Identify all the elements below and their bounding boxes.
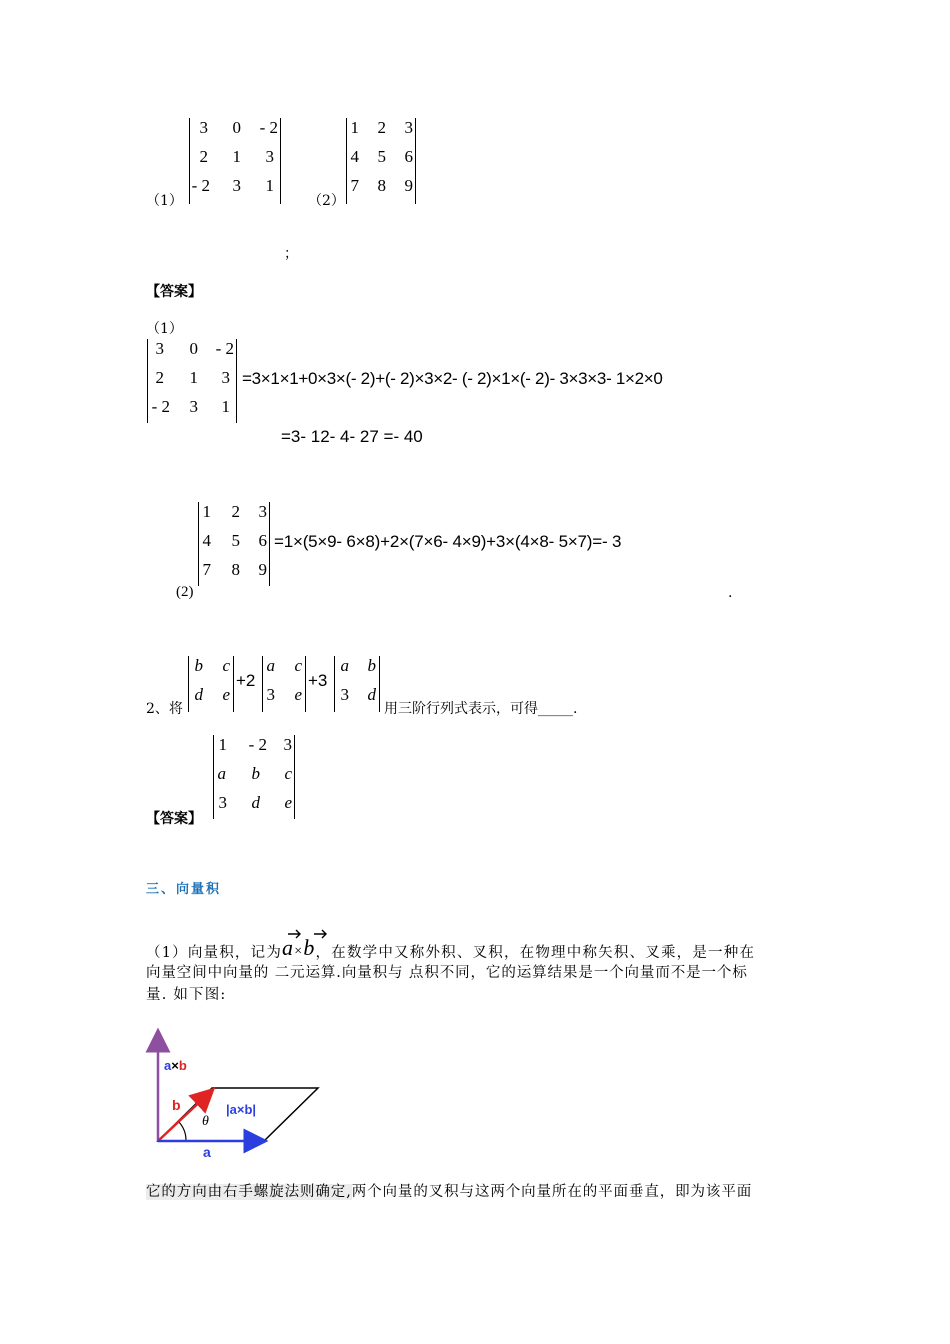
formula-arrows xyxy=(284,928,344,940)
det-cell: d xyxy=(251,793,260,812)
answer-3-determinant xyxy=(213,735,295,819)
det-cell: - 2 xyxy=(151,397,170,416)
det-cell: 9 xyxy=(258,560,267,579)
vector-b xyxy=(158,1096,206,1141)
det-cell: 6 xyxy=(258,531,267,550)
det-cell: 3 xyxy=(155,339,164,358)
figure-label-axb xyxy=(164,1058,187,1073)
det-cell: 5 xyxy=(231,531,240,550)
q1-determinant-2 xyxy=(346,118,416,204)
answer-2-determinant xyxy=(198,502,270,586)
q2-determinant-1 xyxy=(188,656,234,712)
det-cell: a xyxy=(340,656,349,675)
arrow-b-icon xyxy=(314,930,326,938)
cross-product-figure xyxy=(142,1026,332,1166)
q2-determinant-2 xyxy=(262,656,306,712)
answer-label-2: 【答案】 xyxy=(146,811,202,827)
det-cell: 1 xyxy=(218,735,227,754)
det-cell: 8 xyxy=(377,176,386,195)
det-cell: e xyxy=(284,793,292,812)
det-cell: 8 xyxy=(231,560,240,579)
det-cell: 4 xyxy=(350,147,359,166)
figure-label-theta: θ xyxy=(202,1114,209,1129)
det-cell: b xyxy=(367,656,376,675)
p1-rest: ，在数学中又称外积、叉积，在物理中称矢积、叉乘，是一种在 xyxy=(315,945,756,961)
q2-plus-2: +2 xyxy=(236,671,256,690)
det-cell: 2 xyxy=(155,368,164,387)
q2-suffix-text: 用三阶行列式表示，可得 xyxy=(384,701,538,717)
q2-blank: _____ xyxy=(538,701,573,717)
det-cell: 1 xyxy=(350,118,359,137)
answer-2-expansion: =1×(5×9- 6×8)+2×(7×6- 4×9)+3×(4×8- 5×7)=- 3 xyxy=(274,532,622,551)
p1-start: （1）向量积，记为 xyxy=(146,945,283,961)
theta-arc-icon xyxy=(178,1121,186,1141)
det-cell: c xyxy=(222,656,230,675)
det-cell: 9 xyxy=(404,176,413,195)
answer-label-1: 【答案】 xyxy=(146,284,202,300)
det-cell: 3 xyxy=(199,118,208,137)
det-cell: e xyxy=(222,685,230,704)
answer-1-determinant xyxy=(147,339,237,423)
answer-1-label: （1） xyxy=(146,321,183,337)
det-cell: 5 xyxy=(377,147,386,166)
det-cell: 1 xyxy=(221,397,230,416)
det-cell: d xyxy=(367,685,376,704)
det-cell: b xyxy=(251,764,260,783)
det-cell: 3 xyxy=(283,735,292,754)
det-cell: e xyxy=(294,685,302,704)
figure-label-b: b xyxy=(172,1097,181,1113)
det-cell: 3 xyxy=(266,685,275,704)
det-cell: 7 xyxy=(202,560,211,579)
det-cell: 3 xyxy=(404,118,413,137)
det-cell: 6 xyxy=(404,147,413,166)
axb-part: × xyxy=(171,1058,179,1073)
p2-rest: 两个向量的叉积与这两个向量所在的平面垂直，即为该平面 xyxy=(351,1184,753,1200)
answer-1-result: =3- 12- 4- 27 =- 40 xyxy=(281,427,423,446)
section3-paragraph-1-line-2: 向量空间中向量的 二元运算.向量积与 点积不同，它的运算结果是一个向量而不是一个标 xyxy=(146,965,748,981)
q1-determinant-1 xyxy=(189,118,281,204)
semicolon: ； xyxy=(284,246,298,262)
det-cell: - 2 xyxy=(248,735,267,754)
det-cell: a xyxy=(217,764,226,783)
p2-highlight: 它的方向由右手螺旋法则确定, xyxy=(146,1184,352,1200)
det-cell: 1 xyxy=(232,147,241,166)
axb-part: a xyxy=(164,1058,172,1073)
section-title: 三、向量积 xyxy=(146,882,222,897)
formula-a: a xyxy=(282,935,295,960)
q2-end: . xyxy=(573,701,578,717)
q2-plus-3: +3 xyxy=(308,671,328,690)
det-cell: 3 xyxy=(258,502,267,521)
det-cell: 7 xyxy=(350,176,359,195)
figure-label-area: |a×b| xyxy=(226,1102,257,1117)
answer-2-period: . xyxy=(728,585,733,601)
det-cell: 2 xyxy=(377,118,386,137)
det-cell: - 2 xyxy=(259,118,278,137)
det-cell: b xyxy=(194,656,203,675)
figure-label-a: a xyxy=(203,1144,211,1160)
det-cell: 1 xyxy=(265,176,274,195)
det-cell: d xyxy=(194,685,203,704)
q1-label-2: （2） xyxy=(308,193,345,209)
det-cell: 1 xyxy=(202,502,211,521)
det-cell: 0 xyxy=(232,118,241,137)
det-cell: 3 xyxy=(221,368,230,387)
det-cell: 1 xyxy=(189,368,198,387)
det-cell: 3 xyxy=(189,397,198,416)
det-cell: 2 xyxy=(231,502,240,521)
q2-prefix: 2、将 xyxy=(146,701,183,717)
q2-suffix xyxy=(384,698,577,718)
det-cell: - 2 xyxy=(191,176,210,195)
q2-determinant-3 xyxy=(334,656,380,712)
section3-paragraph-2 xyxy=(146,1181,752,1203)
det-cell: 3 xyxy=(218,793,227,812)
det-cell: 2 xyxy=(199,147,208,166)
det-cell: 3 xyxy=(340,685,349,704)
axb-part: b xyxy=(178,1058,187,1073)
det-cell: 3 xyxy=(232,176,241,195)
arrow-a-icon xyxy=(288,930,300,938)
det-cell: - 2 xyxy=(215,339,234,358)
det-cell: c xyxy=(294,656,302,675)
q1-label-1: （1） xyxy=(146,193,183,209)
det-cell: 4 xyxy=(202,531,211,550)
det-cell: c xyxy=(284,764,292,783)
formula-b: b xyxy=(303,935,316,960)
det-cell: 3 xyxy=(265,147,274,166)
label-axb-text xyxy=(164,1058,187,1073)
answer-1-expansion: =3×1×1+0×3×(- 2)+(- 2)×3×2- (- 2)×1×(- 2)- 3×3×3- 1×2×0 xyxy=(242,369,663,388)
det-cell: 0 xyxy=(189,339,198,358)
section3-paragraph-1-line-3: 量. 如下图: xyxy=(146,987,227,1003)
formula-times: × xyxy=(294,944,304,959)
det-cell: a xyxy=(266,656,275,675)
answer-2-label: (2) xyxy=(176,584,194,600)
